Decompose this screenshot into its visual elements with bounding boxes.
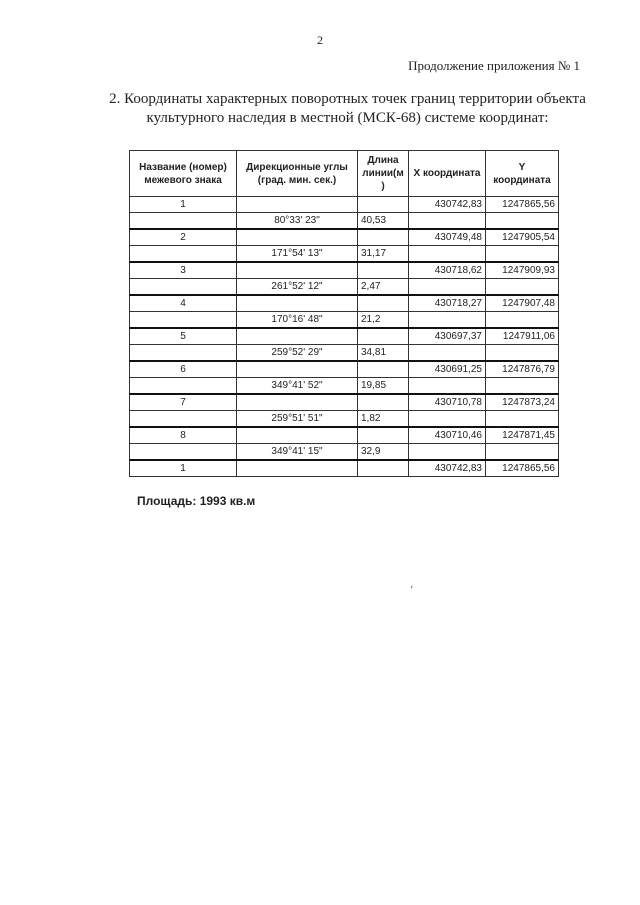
cell-direction-angle: 261°52' 12" xyxy=(237,279,358,296)
cell-y-coordinate xyxy=(486,246,559,263)
table-body xyxy=(130,197,559,477)
cell-x-coordinate: 430691,25 xyxy=(409,361,486,378)
cell-y-coordinate: 1247907,48 xyxy=(486,295,559,312)
cell-direction-angle xyxy=(237,262,358,279)
cell-direction-angle xyxy=(237,295,358,312)
table-row xyxy=(130,411,559,428)
cell-mark-number xyxy=(130,444,237,461)
cell-x-coordinate xyxy=(409,444,486,461)
cell-direction-angle xyxy=(237,394,358,411)
cell-x-coordinate: 430742,83 xyxy=(409,197,486,213)
cell-y-coordinate xyxy=(486,279,559,296)
cell-line-length xyxy=(358,328,409,345)
cell-line-length xyxy=(358,262,409,279)
table-row xyxy=(130,262,559,279)
area-total: Площадь: 1993 кв.м xyxy=(137,494,256,508)
cell-x-coordinate xyxy=(409,312,486,329)
table-row xyxy=(130,460,559,477)
cell-direction-angle: 349°41' 52" xyxy=(237,378,358,395)
cell-direction-angle: 349°41' 15" xyxy=(237,444,358,461)
page-number: 2 xyxy=(317,33,323,47)
cell-direction-angle xyxy=(237,460,358,477)
cell-line-length: 31,17 xyxy=(358,246,409,263)
cell-line-length: 40,53 xyxy=(358,213,409,230)
cell-direction-angle: 259°52' 29" xyxy=(237,345,358,362)
cell-direction-angle: 259°51' 51" xyxy=(237,411,358,428)
cell-mark-number xyxy=(130,279,237,296)
table-row xyxy=(130,229,559,246)
table-row xyxy=(130,361,559,378)
cell-mark-number xyxy=(130,246,237,263)
cell-mark-number xyxy=(130,312,237,329)
cell-line-length: 32,9 xyxy=(358,444,409,461)
cell-line-length: 19,85 xyxy=(358,378,409,395)
appendix-continuation: Продолжение приложения № 1 xyxy=(408,58,580,73)
section-heading xyxy=(95,90,600,128)
cell-mark-number: 2 xyxy=(130,229,237,246)
cell-line-length xyxy=(358,197,409,213)
table-row xyxy=(130,394,559,411)
cell-line-length xyxy=(358,460,409,477)
table-row xyxy=(130,328,559,345)
cell-x-coordinate: 430710,46 xyxy=(409,427,486,444)
scan-speck: ׳ xyxy=(410,585,414,595)
heading-line-1: 2. Координаты характерных поворотных точек границ территории объекта xyxy=(109,91,586,107)
table-row xyxy=(130,378,559,395)
cell-direction-angle xyxy=(237,427,358,444)
header-x-coordinate: X координата xyxy=(409,151,486,197)
cell-x-coordinate: 430710,78 xyxy=(409,394,486,411)
cell-x-coordinate: 430697,37 xyxy=(409,328,486,345)
table-row xyxy=(130,246,559,263)
cell-direction-angle xyxy=(237,361,358,378)
cell-y-coordinate: 1247909,93 xyxy=(486,262,559,279)
cell-direction-angle xyxy=(237,229,358,246)
cell-mark-number: 1 xyxy=(130,197,237,213)
cell-mark-number: 1 xyxy=(130,460,237,477)
table-row xyxy=(130,444,559,461)
cell-line-length: 2,47 xyxy=(358,279,409,296)
coordinates-table xyxy=(129,150,559,477)
header-line-length: Длина линии(м ) xyxy=(358,151,409,197)
cell-mark-number: 8 xyxy=(130,427,237,444)
cell-mark-number: 7 xyxy=(130,394,237,411)
cell-mark-number xyxy=(130,345,237,362)
cell-line-length xyxy=(358,229,409,246)
cell-x-coordinate xyxy=(409,411,486,428)
cell-line-length: 1,82 xyxy=(358,411,409,428)
table-row xyxy=(130,213,559,230)
table-row xyxy=(130,279,559,296)
cell-mark-number: 6 xyxy=(130,361,237,378)
cell-direction-angle: 80°33' 23" xyxy=(237,213,358,230)
cell-y-coordinate: 1247911,06 xyxy=(486,328,559,345)
cell-line-length xyxy=(358,295,409,312)
table-row xyxy=(130,295,559,312)
cell-direction-angle: 170°16' 48" xyxy=(237,312,358,329)
table-header-row xyxy=(130,151,559,197)
cell-y-coordinate xyxy=(486,213,559,230)
cell-y-coordinate: 1247876,79 xyxy=(486,361,559,378)
cell-mark-number: 5 xyxy=(130,328,237,345)
cell-x-coordinate: 430749,48 xyxy=(409,229,486,246)
cell-y-coordinate xyxy=(486,444,559,461)
cell-line-length: 34,81 xyxy=(358,345,409,362)
cell-y-coordinate: 1247905,54 xyxy=(486,229,559,246)
cell-line-length xyxy=(358,427,409,444)
cell-y-coordinate: 1247865,56 xyxy=(486,460,559,477)
cell-direction-angle xyxy=(237,197,358,213)
header-direction-angles: Дирекционные углы (град. мин. сек.) xyxy=(237,151,358,197)
header-y-coordinate: Y координата xyxy=(486,151,559,197)
table-row xyxy=(130,197,559,213)
cell-x-coordinate xyxy=(409,246,486,263)
cell-line-length xyxy=(358,361,409,378)
cell-y-coordinate: 1247871,45 xyxy=(486,427,559,444)
cell-y-coordinate xyxy=(486,378,559,395)
cell-direction-angle xyxy=(237,328,358,345)
heading-line-2: культурного наследия в местной (МСК-68) системе координат: xyxy=(146,110,549,126)
table-row xyxy=(130,312,559,329)
table-row xyxy=(130,345,559,362)
cell-y-coordinate: 1247873,24 xyxy=(486,394,559,411)
header-boundary-mark: Название (номер) межевого знака xyxy=(130,151,237,197)
cell-x-coordinate xyxy=(409,213,486,230)
cell-x-coordinate xyxy=(409,279,486,296)
cell-x-coordinate xyxy=(409,378,486,395)
cell-x-coordinate: 430742,83 xyxy=(409,460,486,477)
cell-line-length xyxy=(358,394,409,411)
cell-mark-number: 4 xyxy=(130,295,237,312)
cell-mark-number: 3 xyxy=(130,262,237,279)
cell-line-length: 21,2 xyxy=(358,312,409,329)
cell-x-coordinate: 430718,62 xyxy=(409,262,486,279)
cell-y-coordinate xyxy=(486,312,559,329)
cell-mark-number xyxy=(130,411,237,428)
cell-y-coordinate: 1247865,56 xyxy=(486,197,559,213)
cell-x-coordinate: 430718,27 xyxy=(409,295,486,312)
cell-direction-angle: 171°54' 13" xyxy=(237,246,358,263)
cell-y-coordinate xyxy=(486,411,559,428)
cell-x-coordinate xyxy=(409,345,486,362)
cell-mark-number xyxy=(130,213,237,230)
cell-y-coordinate xyxy=(486,345,559,362)
table-row xyxy=(130,427,559,444)
cell-mark-number xyxy=(130,378,237,395)
